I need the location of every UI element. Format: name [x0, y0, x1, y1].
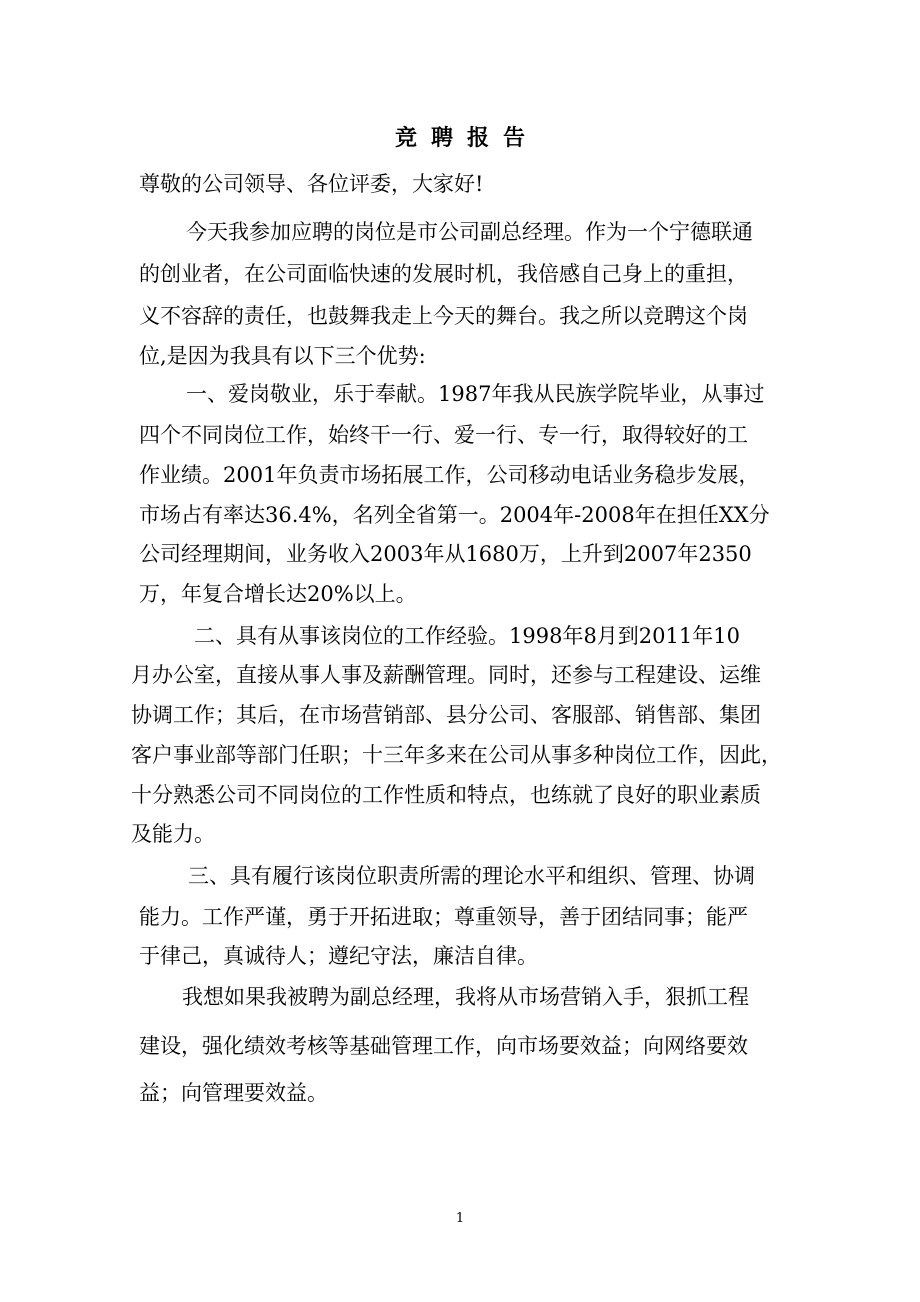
- paragraph-line: 我想如果我被聘为副总经理，我将从市场营销入手，狠抓工程: [182, 985, 749, 1009]
- paragraph-line: 四个不同岗位工作，始终干一行、爱一行、专一行，取得较好的工: [139, 423, 748, 447]
- paragraph-line: 于律己，真诚待人；遵纪守法，廉洁自律。: [139, 944, 538, 968]
- paragraph-line: 义不容辞的责任，也鼓舞我走上今天的舞台。我之所以竞聘这个岗: [139, 304, 748, 328]
- paragraph-line: 月办公室，直接从事人事及薪酬管理。同时，还参与工程建设、运维: [131, 663, 761, 687]
- paragraph-line: 客户事业部等部门任职；十三年多来在公司从事多种岗位工作，因此，: [131, 743, 782, 767]
- paragraph-line: 作业绩。2001年负责市场拓展工作，公司移动电话业务稳步发展，: [139, 463, 760, 487]
- paragraph-line: 协调工作；其后，在市场营销部、县分公司、客服部、销售部、集团: [131, 703, 761, 727]
- greeting: 尊敬的公司领导、各位评委，大家好!: [139, 172, 484, 196]
- paragraph-line: 位,是因为我具有以下三个优势:: [139, 344, 426, 368]
- paragraph-line: 及能力。: [131, 822, 215, 846]
- paragraph-line: 公司经理期间，业务收入2003年从1680万，上升到2007年2350: [139, 542, 752, 566]
- paragraph-line: 三、具有履行该岗位职责所需的理论水平和组织、管理、协调: [188, 864, 755, 888]
- paragraph-line: 市场占有率达36.4%，名列全省第一。2004年-2008年在担任XX分: [139, 503, 770, 527]
- paragraph-line: 一、爱岗敬业，乐于奉献。1987年我从民族学院毕业，从事过: [186, 382, 765, 406]
- paragraph-line: 十分熟悉公司不同岗位的工作性质和特点，也练就了良好的职业素质: [131, 783, 761, 807]
- paragraph-line: 的创业者，在公司面临快速的发展时机，我倍感自己身上的重担，: [139, 262, 748, 286]
- paragraph-line: 二、具有从事该岗位的工作经验。1998年8月到2011年10: [194, 624, 740, 648]
- paragraph-line: 能力。工作严谨，勇于开拓进取；尊重领导，善于团结同事；能严: [139, 905, 748, 929]
- paragraph-line: 益；向管理要效益。: [139, 1081, 328, 1105]
- page-number: 1: [455, 1211, 465, 1226]
- paragraph-line: 万，年复合增长达20%以上。: [139, 582, 417, 606]
- document-title: 竞聘报告: [394, 125, 539, 151]
- paragraph-line: 今天我参加应聘的岗位是市公司副总经理。作为一个宁德联通: [186, 220, 753, 244]
- paragraph-line: 建设，强化绩效考核等基础管理工作，向市场要效益；向网络要效: [139, 1034, 748, 1058]
